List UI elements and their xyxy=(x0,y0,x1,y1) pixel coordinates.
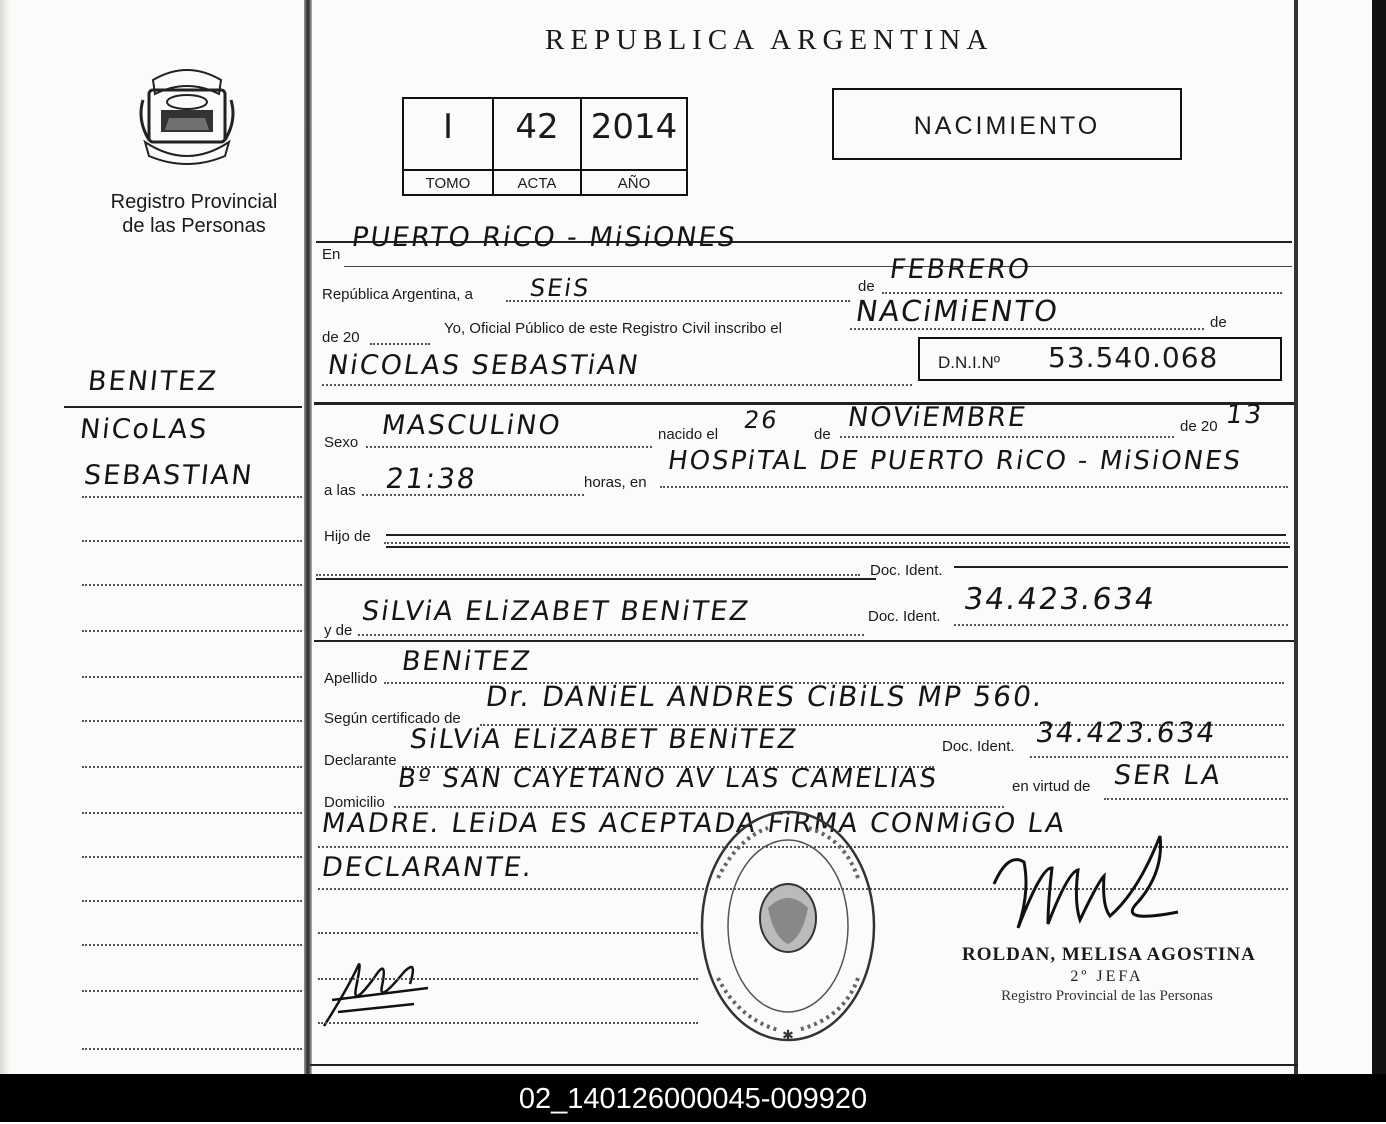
dots xyxy=(318,978,698,980)
sexo-value: MASCULiNO xyxy=(379,410,564,441)
domicilio-value: Bº SAN CAYETANO AV LAS CAMELIAS xyxy=(395,764,941,794)
form-border xyxy=(1294,0,1298,1074)
declarante-value: SiLViA ELiZABET BENiTEZ xyxy=(407,724,800,755)
margin-dotline xyxy=(82,944,302,946)
record-number-table xyxy=(402,97,688,196)
tomo-cell xyxy=(404,99,494,194)
nac-anio-value: 13 xyxy=(1223,400,1266,430)
observations-line-1: MADRE. LEiDA ES ACEPTADA FiRMA CONMiGO LA xyxy=(319,808,1069,839)
en-value: PUERTO RiCO - MiSiONES xyxy=(349,222,739,253)
book-fold xyxy=(304,0,312,1074)
acta-value: 42 xyxy=(515,107,559,147)
apellido-value: BENiTEZ xyxy=(399,646,534,677)
official-stamp-icon xyxy=(698,808,878,1044)
child-name: NiCOLAS SEBASTiAN xyxy=(325,350,643,381)
dots xyxy=(840,436,1174,438)
nacido-label: nacido el xyxy=(658,426,719,443)
de-label-2: de xyxy=(1210,314,1227,331)
registry-line-1: Registro Provincial xyxy=(110,191,278,213)
tomo-label: TOMO xyxy=(404,169,492,196)
margin-dotline xyxy=(82,1048,302,1050)
signatory-block xyxy=(962,944,1256,1005)
nac-dia-value: 26 xyxy=(742,406,781,434)
margin-dotline xyxy=(82,856,302,858)
dots xyxy=(318,1022,698,1024)
misiones-seal-icon xyxy=(135,60,239,170)
form-rule xyxy=(314,640,1294,642)
declarante-label: Declarante xyxy=(324,752,397,769)
signatory-role: 2º JEFA xyxy=(1070,968,1144,985)
oficial-label: Yo, Oficial Público de este Registro Civil inscribo el xyxy=(444,320,782,337)
docident-label: Doc. Ident. xyxy=(870,562,943,579)
docident-label-2: Doc. Ident. xyxy=(868,608,941,625)
apellido-label: Apellido xyxy=(324,670,378,687)
page-edge xyxy=(0,0,10,1074)
domicilio-label: Domicilio xyxy=(324,794,385,811)
dots xyxy=(322,384,912,386)
dots xyxy=(660,486,1288,488)
registry-line-2: de las Personas xyxy=(122,215,266,237)
margin-dotline xyxy=(82,496,302,498)
document-id: 02_140126000045-009920 xyxy=(518,1083,868,1115)
anio-value: 2014 xyxy=(590,107,678,147)
mes-value: FEBRERO xyxy=(887,254,1034,285)
form-rule xyxy=(344,266,1292,267)
hora-value: 21:38 xyxy=(383,462,480,495)
inscribo-value: NACiMiENTO xyxy=(853,294,1062,328)
de-label-3: de xyxy=(814,426,831,443)
dni-value: 53.540.068 xyxy=(1048,341,1219,374)
madre-doc-value: 34.423.634 xyxy=(961,582,1159,617)
de20-label: de 20 xyxy=(322,329,360,346)
acta-cell xyxy=(494,99,582,194)
official-signature xyxy=(988,832,1188,942)
dots xyxy=(370,343,430,345)
form-rule xyxy=(314,402,1294,405)
virtud-value: SER LA xyxy=(1111,760,1224,791)
acta-label: ACTA xyxy=(494,169,580,196)
lugar-value: HOSPiTAL DE PUERTO RiCO - MiSiONES xyxy=(665,446,1245,476)
de-label: de xyxy=(858,278,875,295)
dni-label: D.N.I.Nº xyxy=(938,353,1000,372)
margin-name-2: SEBASTIAN xyxy=(82,460,256,491)
registry-name xyxy=(92,190,296,238)
margin-dotline xyxy=(82,676,302,678)
margin-dotline xyxy=(82,540,302,542)
signatory-office: Registro Provincial de las Personas xyxy=(1001,988,1213,1004)
strike-line xyxy=(386,546,1290,548)
alas-label: a las xyxy=(324,482,356,499)
anio-label: AÑO xyxy=(582,169,686,196)
strike-line xyxy=(954,566,1288,568)
dots xyxy=(366,446,652,448)
republica-label: República Argentina, a xyxy=(322,286,473,303)
docident-label-3: Doc. Ident. xyxy=(942,738,1015,755)
de20-label-2: de 20 xyxy=(1180,418,1218,435)
strike-line xyxy=(386,534,1286,536)
dots xyxy=(316,574,860,576)
dots xyxy=(362,494,584,496)
margin-dotline xyxy=(82,812,302,814)
margin-dotline xyxy=(82,900,302,902)
left-signature xyxy=(318,948,438,1032)
dots xyxy=(1104,798,1288,800)
signatory-name: ROLDAN, MELISA AGOSTINA xyxy=(962,944,1256,965)
horas-label: horas, en xyxy=(584,474,647,491)
margin-dotline xyxy=(82,720,302,722)
margin-surname: BENITEZ xyxy=(86,366,220,397)
dia-value: SEiS xyxy=(528,274,593,302)
margin-name-1: NiCoLAS xyxy=(78,414,210,445)
tomo-value: I xyxy=(442,107,454,147)
dots xyxy=(850,328,1204,330)
form-rule xyxy=(310,1064,1298,1066)
hijo-label: Hijo de xyxy=(324,528,371,545)
strike-line xyxy=(316,578,876,580)
dots xyxy=(1030,756,1288,758)
svg-text:✱: ✱ xyxy=(782,1028,794,1044)
observations-line-2: DECLARANTE. xyxy=(319,852,536,883)
country-title: REPUBLICA ARGENTINA xyxy=(545,24,994,56)
declarante-doc-value: 34.423.634 xyxy=(1033,716,1219,749)
margin-dotline xyxy=(82,584,302,586)
margin-dotline xyxy=(82,630,302,632)
dots xyxy=(384,542,1288,544)
anio-cell xyxy=(582,99,686,194)
madre-value: SiLViA ELiZABET BENiTEZ xyxy=(359,596,752,627)
dots xyxy=(358,634,864,636)
certificado-value: Dr. DANiEL ANDRES CiBiLS MP 560. xyxy=(483,680,1047,713)
margin-underline xyxy=(64,406,302,408)
dni-box xyxy=(918,337,1282,381)
margin-dotline xyxy=(82,766,302,768)
sexo-label: Sexo xyxy=(324,434,359,451)
yde-label: y de xyxy=(324,622,353,639)
en-label: En xyxy=(322,246,341,263)
nac-mes-value: NOViEMBRE xyxy=(845,402,1030,433)
scan-edge xyxy=(1372,0,1386,1074)
virtud-label: en virtud de xyxy=(1012,778,1091,795)
record-type-box: NACIMIENTO xyxy=(832,88,1182,160)
margin-dotline xyxy=(82,990,302,992)
dots xyxy=(318,932,698,934)
certificado-label: Según certificado de xyxy=(324,710,461,727)
dots xyxy=(954,624,1288,626)
